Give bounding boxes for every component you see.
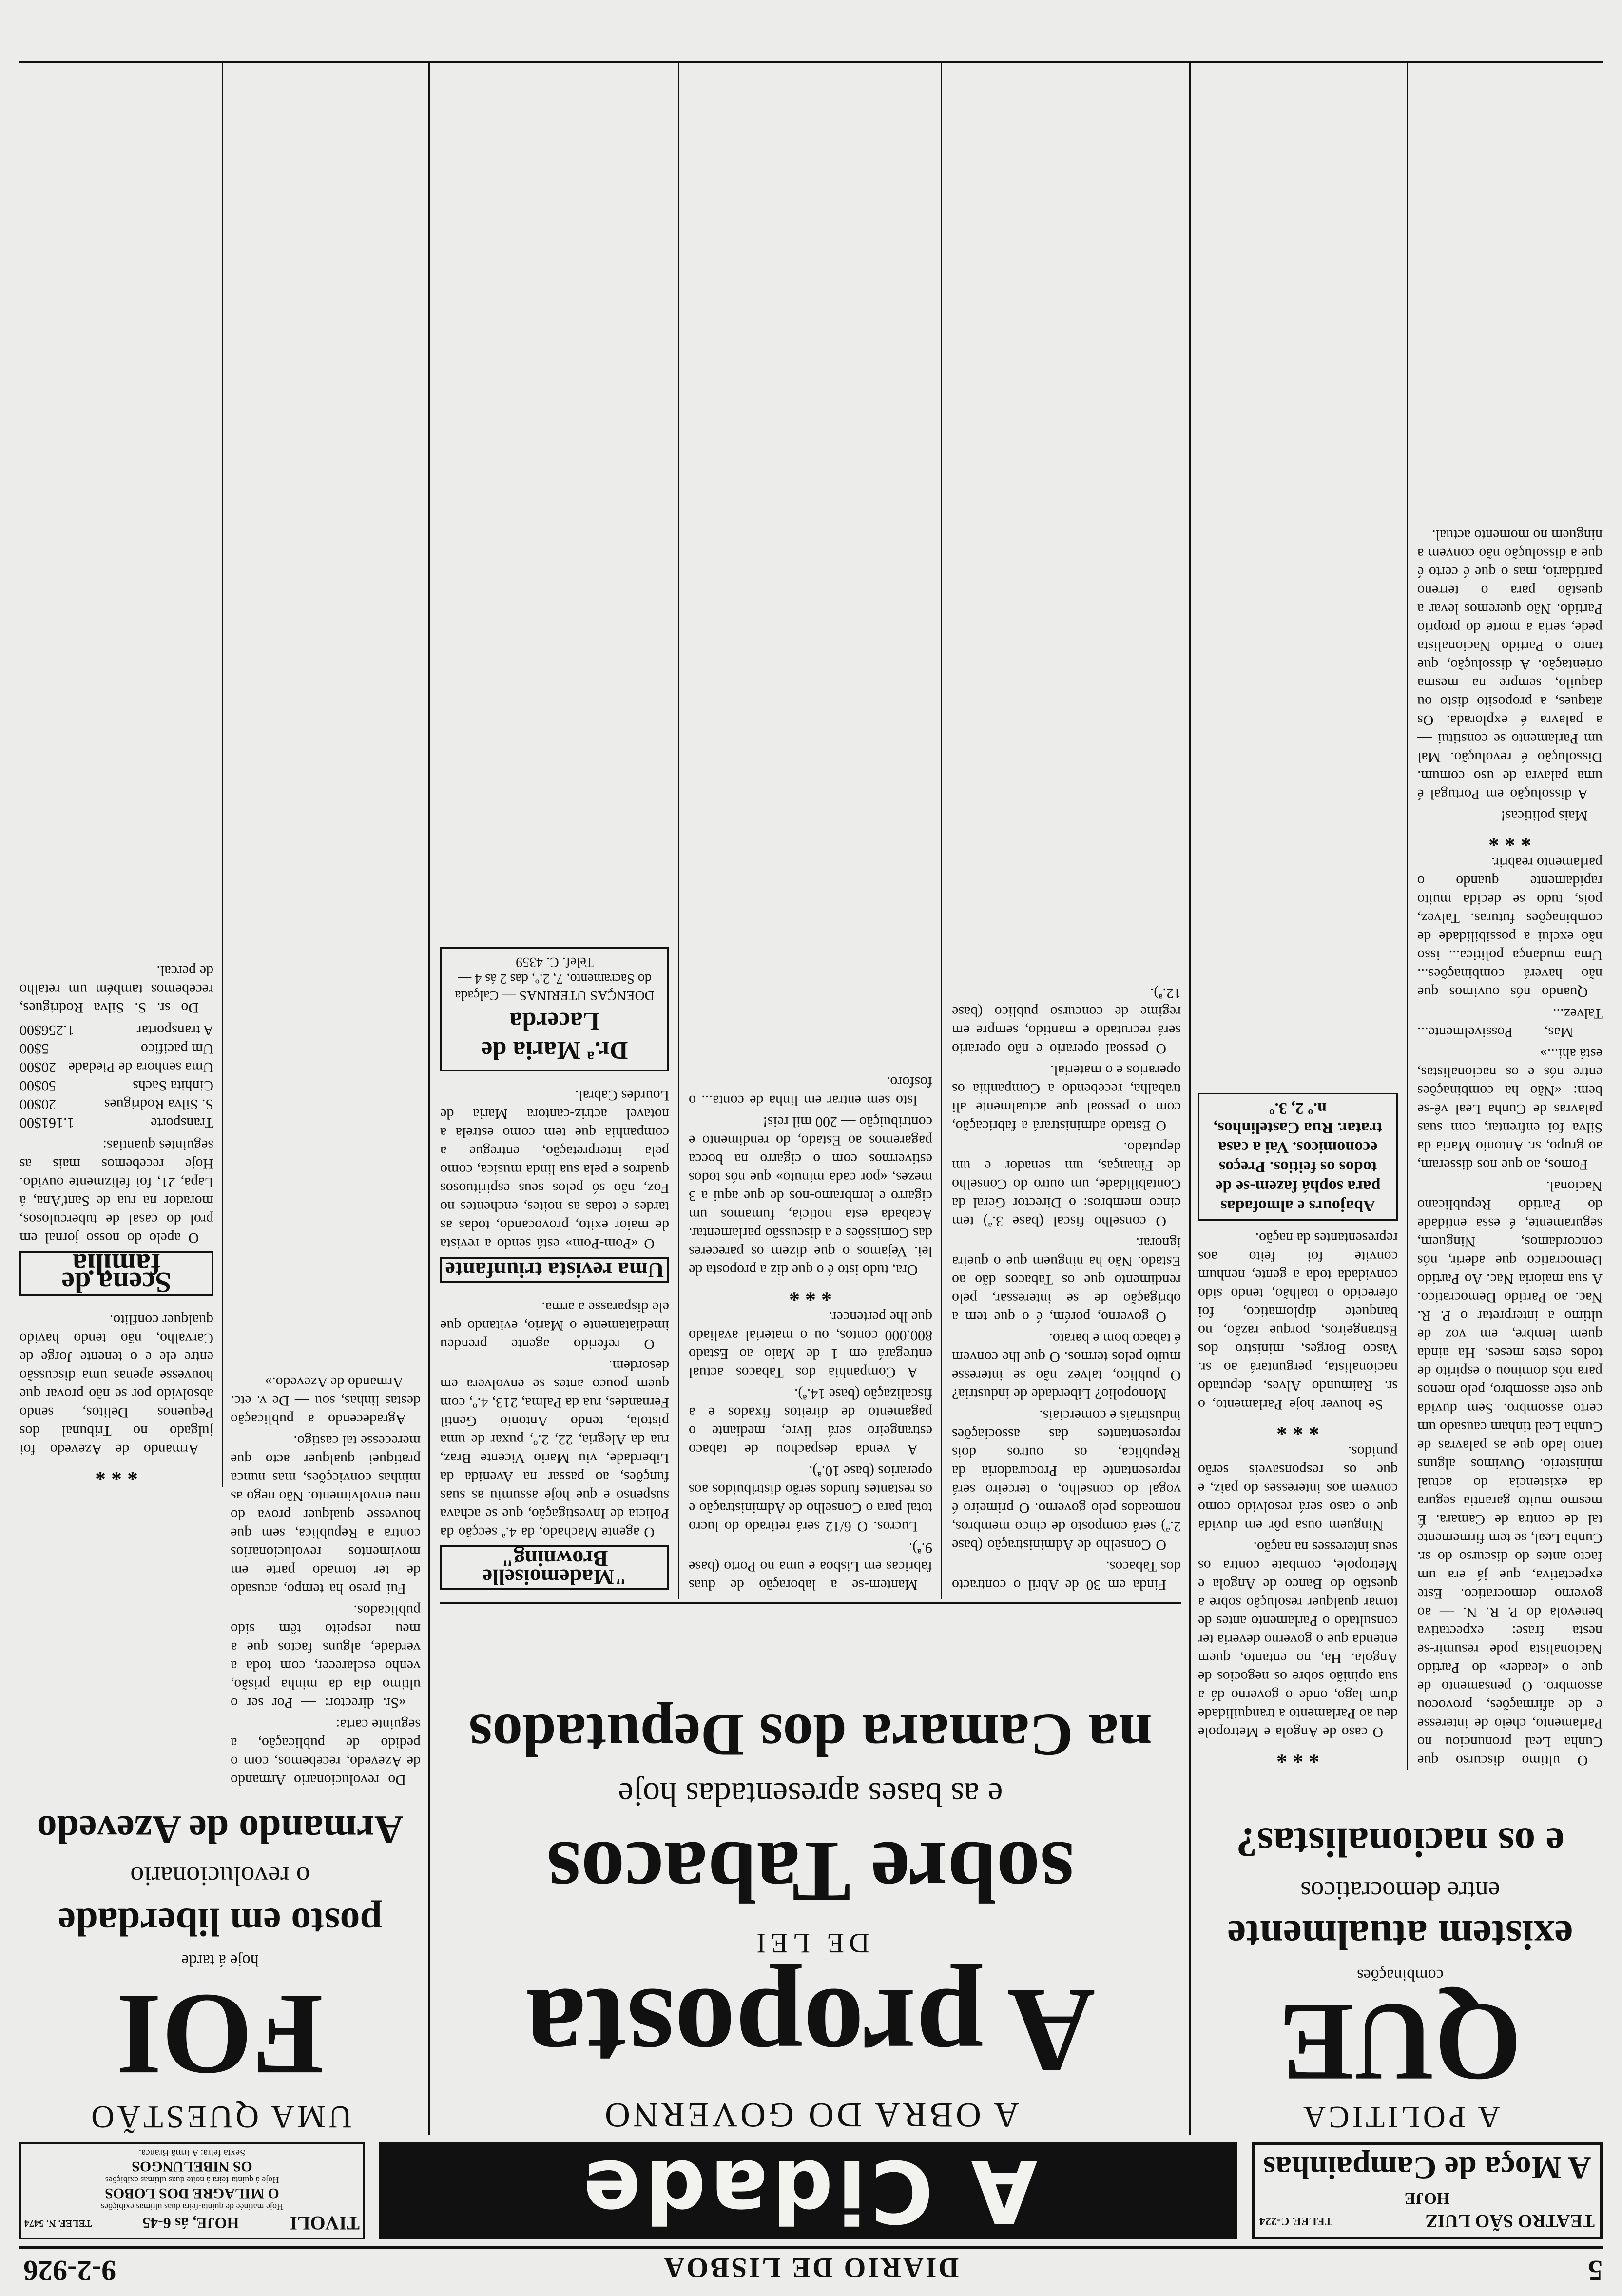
sao-luiz-today: HOJE: [1404, 2189, 1450, 2207]
donation-value: 20$00: [19, 1096, 56, 1112]
familia-headline: Scena de familia: [19, 1251, 213, 1296]
issue-date: 9-2-926: [23, 2255, 116, 2287]
donation-row: [19, 1113, 213, 1132]
bottom-rule: [19, 61, 1603, 63]
foi-kicker: UMA QUESTÃO: [88, 2099, 352, 2135]
politica-paragraph: A dissolução em Portugal é uma palavra de uso comum. Dissolução é revolução. Mal um Parlamento se constitui — a palavra é explorada. Os ataques, a proposito disto ou daquilo, sempre na mesma orientação. A dissolução, que tanto o Partido Nacionalista pede, seria a morte do proprio Partido. Não queremos levar a questão para o terreno partidario, mas o que é certo é que a dissolução não convem a ninguem no momento actual.: [1417, 527, 1603, 802]
sao-luiz-phone: TELEF. C-224: [1259, 2215, 1332, 2228]
proposta-paragraph: Mantem-se a laboração de duas fabricas em Lisboa e uma no Porto (base 9.ª).: [689, 1540, 932, 1593]
proposta-paragraph: Lucros. O 6/12 será retirado do lucro total para o Conselho de Administração e os restantes fundos serão distribuidos aos operarios (base 10.ª).: [689, 1463, 932, 1535]
politica-paragraph: Mais politicas!: [1500, 808, 1588, 824]
column-rule: [678, 63, 679, 1599]
tivoli-phone: TELEF. N. 5474: [24, 2218, 92, 2229]
foi-paragraph: Do revolucionario Armando de Azevedo, recebemos, com o pedido de publicação, a seguinte carta:: [231, 1716, 421, 1788]
proposta-paragraph: Finda em 30 de Abril o contracto dos Tabacos.: [952, 1558, 1181, 1593]
foi-paragraph: «Sr. director: — Por ser o ultimo dia da minha prisão, venho esclarecer, com toda a verdade, alguns factos que a meu respeito têm sido publicados.: [231, 1602, 421, 1711]
abajours-ad: Abajours e almofadas para sophá fazem-se de todos os feitios. Preços economicos. Vai a casa tratar. Rua Castelinhos, n.º 2, 3.º: [1198, 1093, 1398, 1221]
politica-headline-4: e os nacionalistas?: [1236, 1819, 1564, 1866]
tivoli-line3: Sexta feira: A Irmã Branca.: [138, 2147, 246, 2158]
donation-label: Uma senhora de Piedade: [68, 1059, 213, 1075]
politica-paragraph: —Mas, Possivelmente... Talvez...: [1417, 1006, 1603, 1040]
foi-paragraph: Agradecendo a publicação destas linhas, sou — De v. etc. — Armando de Azevedo.»: [231, 1374, 421, 1427]
donation-label: Um pacifico: [140, 1041, 213, 1057]
donation-label: A transportar: [136, 1022, 213, 1038]
proposta-headline-1: A proposta: [525, 1963, 1096, 2098]
tivoli-ad: [19, 2142, 365, 2239]
proposta-headline-5: na Camara dos Deputados: [468, 1702, 1153, 1769]
politica-paragraph: O caso de Angola e Metropole deu ao Parlamento a tranquilidade d'um lago, onde o governo dá a sua opinião sobre os negocios de Angola. Ha, no entanto, quem entenda que o governo deveria ter consultado o Parlamento antes de tomar qualquer resolução sobre a questão do Banco de Angola e Metropole, combate contra os seus interesses na nação.: [1198, 1539, 1398, 1740]
medico-specialty: DOENÇAS UTERINAS — Calçada do Sacramento, 7, 2.º, das 2 ás 4 — Telef. C. 4359: [455, 954, 655, 1003]
proposta-paragraph: Isto sem entrar em linha de conta... o fosforo.: [689, 1074, 932, 1109]
tivoli-today: HOJE, ás 6-45: [142, 2215, 239, 2232]
proposta-paragraph: Monopolio? Liberdade de industria? O publico, talvez não se interesse muito pelos termos. O que lhe convem é tabaco bom e barato.: [952, 1330, 1181, 1402]
politica-paragraph: Ninguem ousa pôr em duvida que o caso será resolvido como convem aos interesses do paiz, e que os responsaveis serão punidos.: [1198, 1443, 1398, 1534]
section-stars: * * *: [1276, 1744, 1319, 1768]
proposta-column-2: [689, 73, 932, 1594]
foi-paragraph: Armando de Azevedo foi julgado no Tribunal dos Pequenos Delitos, sendo absolvido por se não provar que houvesse apenas uma discussão entre ele e o tenente Jorge de Carvalho, não tendo havido qualquer conflito.: [19, 1312, 213, 1458]
donation-label: Cinhita Sachs: [133, 1078, 213, 1094]
familia-paragraph: O apelo do nosso jornal em prol do casal de tuberculosos, morador na rua de Sant'Ana, á Lapa, 21, foi felizmente ouvido. Hoje recebemos mais as seguintes quantias:: [19, 1137, 213, 1246]
politica-paragraph: Quando nós ouvimos que não haverá combinações... Uma mudança politica... isso não exclui a possibilidade de combinações futuras. Talvez, pois, tudo se decida muito rapidamente quando o parlamento reabrir.: [1417, 855, 1603, 1000]
proposta-column-1: [952, 73, 1181, 1594]
mademoiselle-headline: "Mademoiselle Browning": [440, 1545, 669, 1590]
paper-name: DIARIO DE LISBOA: [662, 2252, 959, 2284]
foi-headline-small: hoje á tarde: [181, 1951, 259, 1969]
donation-value: 20$00: [19, 1059, 56, 1075]
proposta-paragraph: O Conselho de Administração (base 2.ª) será composto de cinco membros, nomeados pelo governo. O primeiro é vogal do conselho, o terceiro será representante da Procuradoria da Republica, os outros dois representantes das associações industriais e comerciais.: [952, 1407, 1181, 1553]
donation-value: 5$00: [19, 1041, 49, 1057]
donation-row: [19, 1076, 213, 1095]
donation-row: [19, 1058, 213, 1076]
tivoli-show2: OS NIBELUNGOS: [132, 2159, 252, 2175]
masthead-title: A Cidade: [579, 2141, 1038, 2241]
proposta-paragraph: O governo, porém, é o que tem a obrigação de se interessar, pelo rendimento que os Tabacos dão ao Estado. Não ha ninguem que o queira ignorar.: [952, 1235, 1181, 1325]
proposta-paragraph: A Companhia dos Tabacos actual entregará em 1 de Maio ao Estado 800.000 contos, ou o material avaliado que lhe pertencer.: [689, 1309, 932, 1381]
foi-headline-2: posto em liberdade: [58, 1900, 383, 1945]
mademoiselle-paragraph: O agente Machado, da 4.ª secção da Policia de Investigação, que se achava suspenso e que hoje assumiu as suas funções, ao passar na Avenida da Liberdade, viu Mario Vicente Braz, rua da Alegria, 22, 2.º, puxar de uma pistola, tendo Antonio Gentil Fernandes, rua da Palma, 213, 4.º, com quem pouco antes se envolvera em desordem.: [440, 1358, 669, 1540]
donation-row: [19, 1095, 213, 1113]
tivoli-line2: Hoje á quinta-feira à noite duas ultimas exibições: [105, 2175, 279, 2185]
donation-label: S. Silva Rodrigues: [104, 1096, 213, 1112]
section-stars: * * *: [789, 1282, 832, 1305]
donation-row: [19, 1021, 213, 1039]
medico-ad: [440, 947, 669, 1071]
revista-paragraph: O «Pom-Pom» está sendo a revista de maior exito, provocando, todas as tardes e todas as noites, enchentes no Foz, não só pelos seus espirituosos quadros e pela sua linda musica, como pela interpretação, entregue a companhia que tem como estrela a notavel actriz-cantora Maria de Lourdes Cabral.: [440, 1088, 669, 1252]
politica-paragraph: Fomos, ao que nos disseram, ao grupo, sr. Antonio Maria da Silva foi enfrentar, com suas palavras de Cunha Leal vê-se bem: «Não ha combinações entre nós e os nacionalistas, está ahi...»: [1417, 1046, 1603, 1173]
proposta-headline-2: DE LEI: [752, 1927, 869, 1959]
sao-luiz-theatre: TEATRO SÃO LUIZ: [1425, 2211, 1595, 2231]
medico-name: Dr.ª Maria de Lacerda: [481, 1007, 628, 1064]
donation-value: 50$00: [19, 1078, 56, 1094]
revista-headline: Uma revista triunfante: [440, 1257, 669, 1283]
proposta-kicker: A OBRA DO GOVERNO: [601, 2096, 1020, 2135]
tivoli-theatre: TIVOLI: [290, 2212, 360, 2234]
foi-column-2: [19, 73, 213, 1487]
header-rule: [19, 2246, 1603, 2249]
column-rule: [1189, 63, 1191, 2135]
column-rule: [428, 63, 430, 2135]
politica-headline-que: QUE: [1278, 1981, 1522, 2105]
proposta-rule: [440, 1602, 1181, 1604]
foi-paragraph: Fui preso ha tempo, acusado de ter tomado parte em movimentos revolucionarios contra a Republica, sem que houvesse qualquer prova do meu envolvimento. Não nego as minhas convicções, mas nunca pratiquei qualquer acto que merecesse tal castigo.: [231, 1433, 421, 1597]
politica-column-2: [1198, 73, 1398, 1770]
tivoli-line1: Hoje matinée de quinta-feira duas ultimas exibições: [101, 2202, 283, 2212]
proposta-headline-4: e as bases apresentadas hoje: [618, 1775, 1003, 1813]
column-rule: [222, 63, 223, 1487]
politica-headline-2: existem atualmente: [1227, 1912, 1573, 1959]
foi-headline-4: Armando de Azevedo: [37, 1808, 404, 1852]
column-rule: [941, 63, 942, 1599]
center-column-3: [440, 73, 669, 1594]
donation-value: 1.161$00: [19, 1115, 75, 1131]
donation-value: 1.256$00: [19, 1022, 75, 1038]
section-stars: * * *: [95, 1461, 138, 1485]
proposta-headline-3: sobre Tabacos: [546, 1824, 1075, 1921]
politica-paragraph: Se houver hoje Parlamento, o sr. Raimundo Alves, deputado nacionalista, perguntará ao sr. Vasco Borges, ministro dos Estrangeiros, porque razão, no banquete diplomatico, foi oferecido o toalhão, tendo sido convidada toda a gente, nenhum convite foi feito aos representantes da nação.: [1198, 1230, 1398, 1413]
donation-row: [19, 1039, 213, 1058]
proposta-paragraph: O Estado administrará a fabricação, com o pessoal que actualmente ali trabalha, recebendo a Companhia os operarios e o material.: [952, 1062, 1181, 1134]
sao-luiz-ad: [1252, 2142, 1603, 2239]
politica-headline-small: combinações: [1357, 1966, 1444, 1984]
proposta-paragraph: O conselho fiscal (base 3.ª) tem cinco membros: o Director Geral da Contabilidade, um outro do Conselho de Finanças, um senador e um deputado.: [952, 1139, 1181, 1229]
section-stars: * * *: [1276, 1416, 1319, 1440]
section-stars: * * *: [1488, 827, 1531, 851]
politica-headline-3: entre democraticos: [1300, 1876, 1500, 1906]
mademoiselle-paragraph: O referido agente prendeu imediatamente o Mario, evitando que ele disparasse a arma.: [440, 1299, 669, 1352]
foi-headline-1: FOI: [116, 1970, 324, 2100]
politica-kicker: A POLITICA: [1300, 2100, 1501, 2135]
proposta-paragraph: Ora, tudo isto é o que diz a proposta de lei. Vejamos o que dizem os pareceres das Comissões e a discussão parlamentar. Acabada esta noticia, fumamos um cigarro e lembramo-nos de que aqui a 3 mezes, «por cada minuto» que nós todos estivermos com o cigarro na bocca pagaremos ao Estado, do rendimento e contribuição — 200 mil reis!: [689, 1114, 932, 1278]
proposta-paragraph: A venda despachou de tabaco estrangeiro será livre, mediante o pagamento de direitos fixados e a fiscalização (base 14.ª).: [689, 1386, 932, 1458]
column-rule: [1407, 63, 1408, 1770]
foi-column-1: [231, 73, 421, 1789]
politica-paragraph: O ultimo discurso que Cunha Leal pronunciou no Parlamento, cheio de interesse e de afirmações, provocou assombro. O pensamento de que o «leader» do Partido Nacionalista pode resumir-se nesta frase: expectativa benevola do P. R. N. — ao governo democratico. Este expectativa, que já era um facto antes do discurso do sr. Cunha Leal, se tem firmemente tal de contra de Camara. É mesmo muito garantia segura da existencia do actual ministerio. Ouvimos alguns tanto lado que as palavras de Cunha Leal tinham causado um certo assombro. Sem duvida que este assombro, pelo menos para nós dominou o espirito de todos estes meses. Ha ainda quem lembre, em voz de ultimo a interpretar o P. R. Nac. ao Partido Democratico. A sua maioria Nac. Ao Partido Democratico que aderir, nós concordamos, Ninguem, seguramente, é essa entidade do Partido Republicano Nacional.: [1417, 1178, 1603, 1769]
donation-list: [19, 1021, 213, 1132]
donation-label: Transporte: [151, 1115, 213, 1131]
sao-luiz-show: A Moça de Campainhas: [1263, 2150, 1591, 2185]
politica-column-1: [1417, 73, 1603, 1770]
tivoli-show1: O MILAGRE DOS LOBOS: [105, 2185, 279, 2201]
familia-footer: Do sr. S. Silva Rodrigues, recebemos também um retalho de percal.: [19, 963, 213, 1016]
page-number: 5: [1588, 2255, 1603, 2287]
foi-headline-3: o revolucionario: [130, 1861, 310, 1891]
masthead: [379, 2142, 1237, 2239]
proposta-paragraph: O pessoal operario e não operario será recrutado e mantido, sempre em regime de concurso publico (base 12.ª).: [952, 985, 1181, 1057]
